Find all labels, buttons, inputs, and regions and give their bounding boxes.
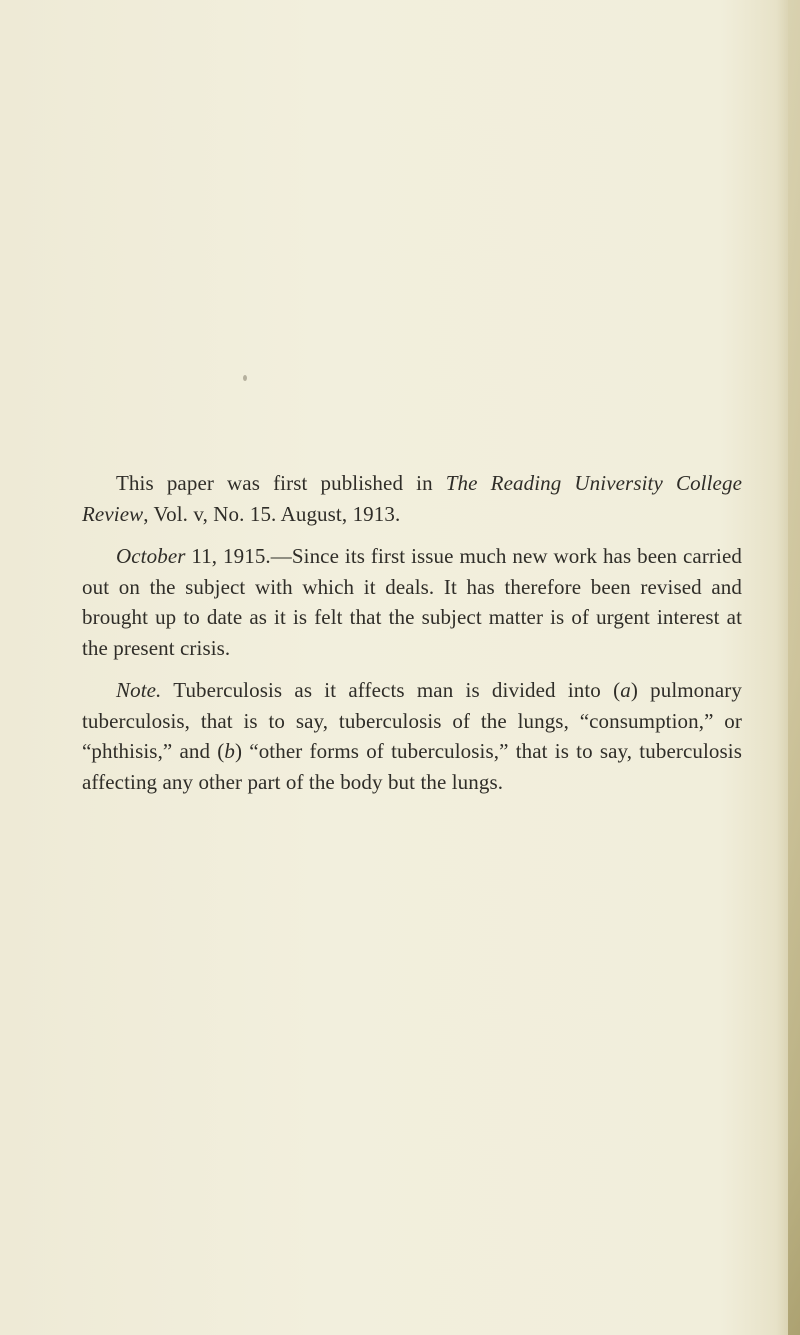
- publication-note-paragraph: [82, 468, 742, 529]
- text-block: [82, 468, 742, 809]
- page-edge-shadow: [788, 0, 800, 1335]
- revision-note-text: 11, 1915.—Since its first issue much new work has been carried out on the subject with which it deals. It has therefore been revised and brought up to date as it is felt that the subject matter is of urgent interest at the present crisis.: [82, 544, 742, 660]
- revision-note-paragraph: [82, 541, 742, 663]
- definition-text-part2: ) pulmonary tuberculosis, that is to say, tuberculosis of the lungs, “consumption,” or “phthisis,” and (: [82, 678, 742, 763]
- paper-speck: [243, 375, 247, 381]
- revision-date-month: October: [116, 544, 186, 568]
- journal-title: The Reading University College Review: [82, 471, 742, 526]
- publication-details: , Vol. v, No. 15. August, 1913.: [143, 501, 401, 526]
- definition-marker-b: b: [224, 739, 236, 763]
- definition-text-part3: ) “other forms of tuberculosis,” that is to say, tuberculosis affecting any other part of the body but the lungs.: [82, 739, 742, 794]
- definition-note-paragraph: [82, 675, 742, 797]
- definition-text-part1: Tuberculosis as it affects man is divided into (: [161, 678, 621, 702]
- definition-marker-a: a: [620, 678, 631, 702]
- publication-note-lead: This paper was first published in: [116, 471, 446, 495]
- note-label: Note.: [116, 678, 162, 702]
